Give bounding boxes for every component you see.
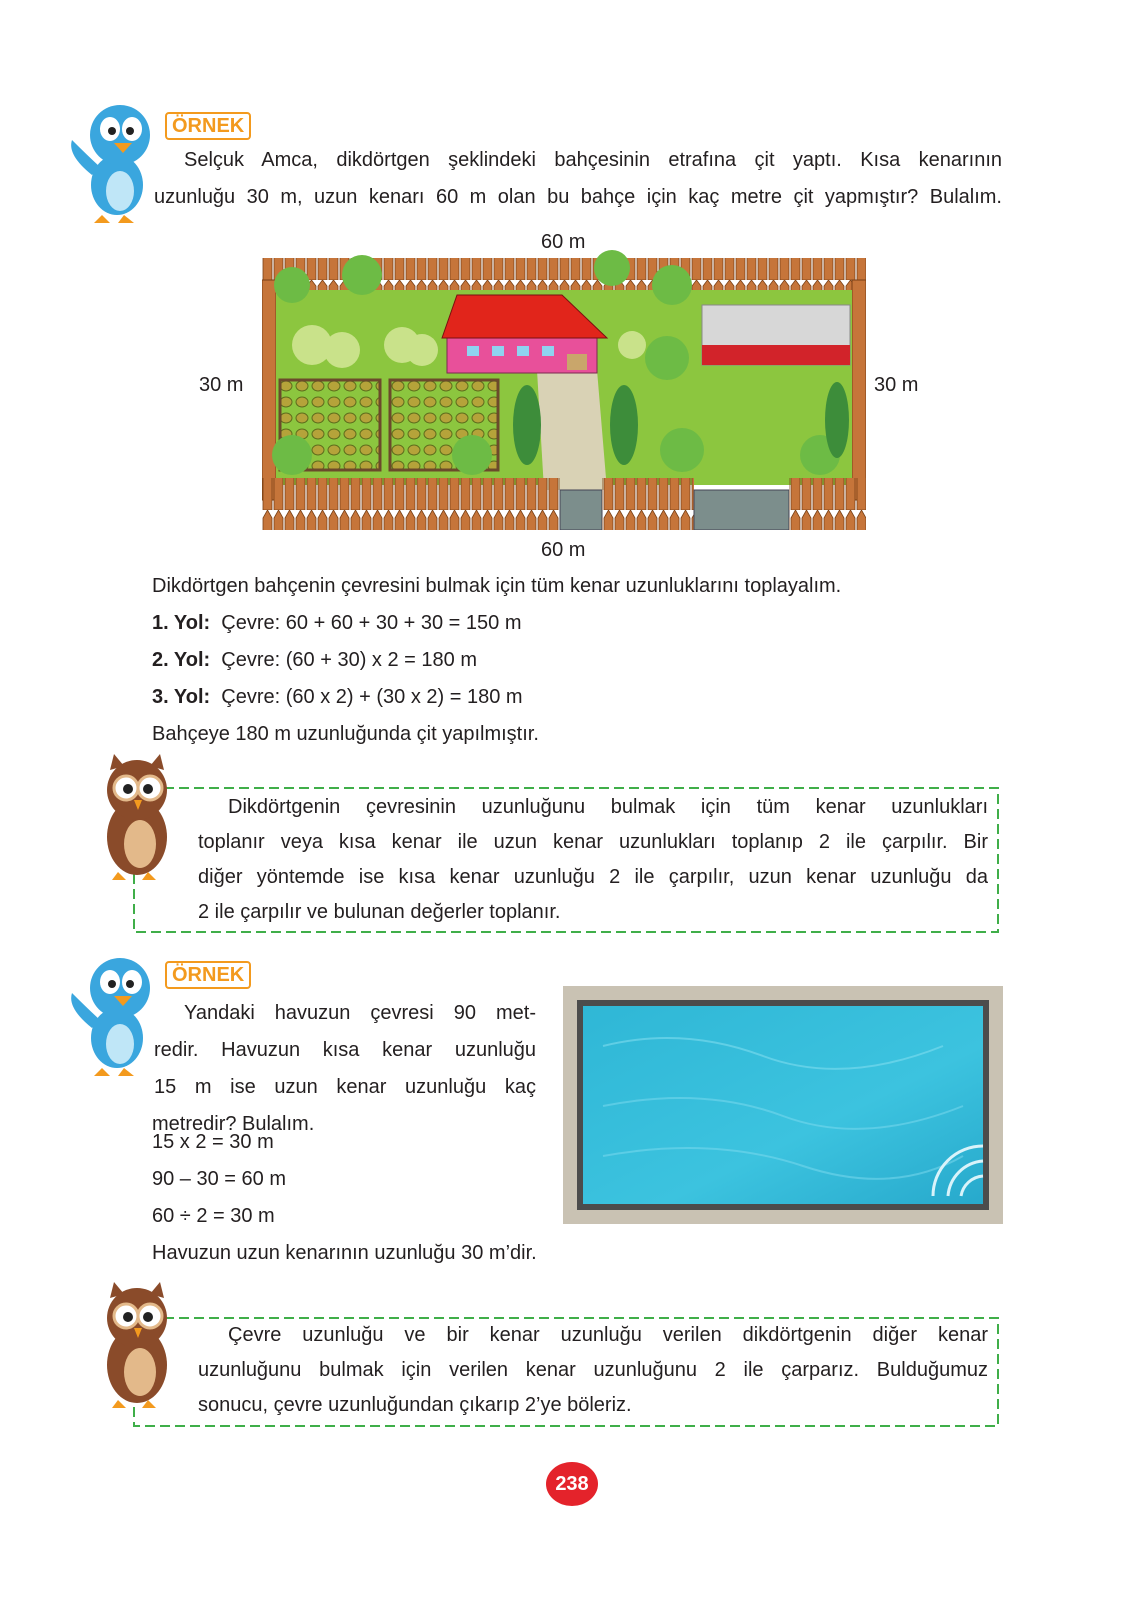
tip1-line3: diğer yöntemde ise kısa kenar uzunluğu 2 ile çarpılır, uzun kenar uzunluğu da [198, 866, 988, 888]
way-1 [152, 611, 522, 635]
owl-mascot-icon [92, 1280, 182, 1410]
example2-step-2: 90 – 30 = 60 m [152, 1168, 286, 1190]
way-2-text: Çevre: (60 + 30) x 2 = 180 m [221, 649, 477, 671]
tip1-line1: Dikdörtgenin çevresinin uzunluğunu bulmak için tüm kenar uzunlukları [228, 796, 988, 818]
example1-line1: Selçuk Amca, dikdörtgen şeklindeki bahçesinin etrafına çit yaptı. Kısa kenarının [184, 149, 1002, 171]
garden-label-left: 30 m [199, 374, 244, 396]
bird-mascot-icon [62, 948, 162, 1078]
example2-line2: redir. Havuzun kısa kenar uzunluğu [154, 1039, 536, 1061]
garden-label-top: 60 m [541, 231, 586, 253]
tip1-line2: toplanır veya kısa kenar ile uzun kenar uzunlukları toplanıp 2 ile çarpılır. Bir [198, 831, 988, 853]
way-2-label: 2. Yol: [152, 649, 211, 671]
example2-step-3: 60 ÷ 2 = 30 m [152, 1205, 275, 1227]
example2-step-1: 15 x 2 = 30 m [152, 1131, 274, 1153]
page-number: 238 [546, 1462, 598, 1506]
example1-conclusion: Bahçeye 180 m uzunluğunda çit yapılmıştır. [152, 723, 539, 745]
perimeter-intro: Dikdörtgen bahçenin çevresini bulmak için tüm kenar uzunluklarını toplayalım. [152, 575, 842, 597]
garden-illustration [262, 250, 866, 530]
example-badge: ÖRNEK [165, 961, 251, 989]
tip2-line2: uzunluğunu bulmak için verilen kenar uzunluğunu 2 ile çarparız. Bulduğumuz [198, 1359, 988, 1381]
tip2-line3: sonucu, çevre uzunluğundan çıkarıp 2’ye böleriz. [198, 1394, 632, 1416]
way-1-text: Çevre: 60 + 60 + 30 + 30 = 150 m [221, 612, 522, 634]
example2-conclusion: Havuzun uzun kenarının uzunluğu 30 m’dir. [152, 1242, 537, 1264]
example1-line2: uzunluğu 30 m, uzun kenarı 60 m olan bu bahçe için kaç metre çit yapmıştır? Bulalım. [154, 186, 1002, 208]
example-badge: ÖRNEK [165, 112, 251, 140]
example2-line4: metredir? Bulalım. [152, 1113, 315, 1135]
owl-mascot-icon [92, 752, 182, 882]
garden-label-bottom: 60 m [541, 539, 586, 561]
tip1-line4: 2 ile çarpılır ve bulunan değerler toplanır. [198, 901, 561, 923]
way-2 [152, 648, 477, 672]
bird-mascot-icon [62, 95, 162, 225]
way-3-text: Çevre: (60 x 2) + (30 x 2) = 180 m [221, 686, 523, 708]
example2-line3: 15 m ise uzun kenar uzunluğu kaç [154, 1076, 536, 1098]
way-1-label: 1. Yol: [152, 612, 211, 634]
pool-image [563, 986, 1003, 1224]
tip2-line1: Çevre uzunluğu ve bir kenar uzunluğu verilen dikdörtgenin diğer kenar [228, 1324, 988, 1346]
way-3-label: 3. Yol: [152, 686, 211, 708]
garden-label-right: 30 m [874, 374, 919, 396]
way-3 [152, 685, 523, 709]
example2-line1: Yandaki havuzun çevresi 90 met- [184, 1002, 536, 1024]
